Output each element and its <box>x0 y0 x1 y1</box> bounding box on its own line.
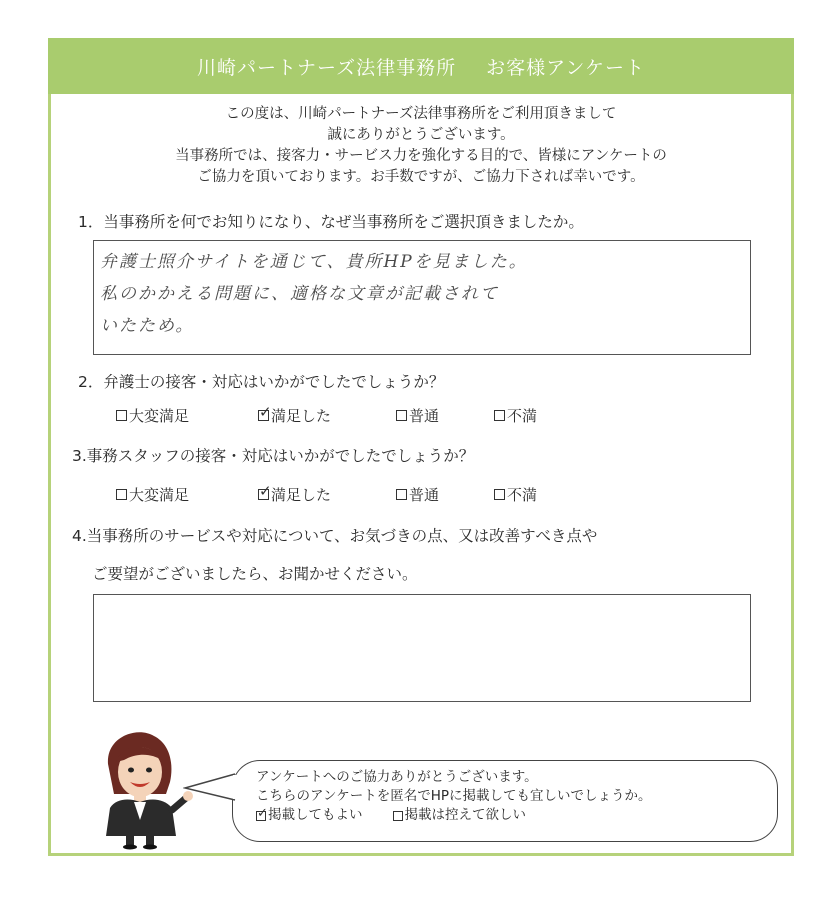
question-2: 2．弁護士の接客・対応はいかがでしたでしょうか？ <box>78 373 445 391</box>
q2-option-satisfied[interactable]: ✓ 満足した <box>259 403 332 425</box>
checkbox[interactable] <box>396 410 407 421</box>
question-4-line-1: 4.当事務所のサービスや対応について、お気づきの点、又は改善すべき点や <box>72 527 598 545</box>
question-3: 3.事務スタッフの接客・対応はいかがでしたでしょうか？ <box>72 447 475 465</box>
q3-option-dissatisfied[interactable]: 不満 <box>494 484 537 505</box>
q2-option-normal[interactable]: 普通 <box>396 405 494 426</box>
publish-options <box>256 806 651 825</box>
publish-option-ok[interactable]: ✓ 掲載してもよい <box>257 805 363 823</box>
answer-box-1[interactable] <box>93 240 751 355</box>
survey-header <box>48 38 794 94</box>
checkbox[interactable] <box>396 489 407 500</box>
checkbox[interactable] <box>494 489 505 500</box>
q3-option-satisfied[interactable]: ✓ 満足した <box>259 482 332 504</box>
q3-option-very-satisfied[interactable]: 大変満足 <box>116 484 258 505</box>
handwritten-answer-line: 私のかかえる問題に、適格な文章が記載されて <box>100 284 499 304</box>
bubble-text <box>256 768 651 825</box>
handwritten-answer-line: いたため。 <box>100 316 195 336</box>
survey-title: お客様アンケート <box>486 56 645 79</box>
handwritten-answer-line: 弁護士照介サイトを通じて、貴所HPを見ました。 <box>100 252 528 272</box>
check-mark-icon: ✓ <box>259 403 272 421</box>
check-mark-icon: ✓ <box>259 482 272 500</box>
speech-bubble-tail <box>183 770 239 806</box>
bubble-line-1: アンケートへのご協力ありがとうございます。 <box>256 769 538 785</box>
bubble-line-2: こちらのアンケートを匿名でHPに掲載しても宜しいでしょうか。 <box>256 788 652 804</box>
question-4-line-2: ご要望がございましたら、お聞かせください。 <box>92 565 418 583</box>
checkbox-checked[interactable] <box>256 805 268 821</box>
firm-name: 川崎パートナーズ法律事務所 <box>197 56 457 79</box>
q3-options <box>116 484 537 505</box>
q2-option-very-satisfied[interactable]: 大変満足 <box>116 405 258 426</box>
checkbox[interactable] <box>116 410 127 421</box>
answer-box-4[interactable] <box>93 594 751 702</box>
check-mark-icon: ✓ <box>257 805 268 821</box>
checkbox[interactable] <box>494 410 505 421</box>
q2-options <box>116 405 537 426</box>
q3-option-normal[interactable]: 普通 <box>396 484 494 505</box>
intro-line: ご協力を頂いております。お手数ですが、ご協力下されば幸いです。 <box>197 169 645 185</box>
publish-option-decline[interactable]: 掲載は控えて欲しい <box>393 806 527 825</box>
intro-line: 誠にありがとうございます。 <box>327 127 515 143</box>
checkbox-checked[interactable] <box>258 403 272 421</box>
question-1: 1．当事務所を何でお知りになり、なぜ当事務所をご選択頂きましたか。 <box>78 213 584 231</box>
intro-text <box>60 104 782 188</box>
checkbox[interactable] <box>393 811 403 821</box>
q2-option-dissatisfied[interactable]: 不満 <box>494 405 537 426</box>
intro-line: この度は、川崎パートナーズ法律事務所をご利用頂きまして <box>225 106 617 122</box>
lawyer-avatar-illustration <box>86 724 196 850</box>
checkbox-checked[interactable] <box>258 482 272 500</box>
intro-line: 当事務所では、接客力・サービス力を強化する目的で、皆様にアンケートの <box>175 148 667 164</box>
checkbox[interactable] <box>116 489 127 500</box>
